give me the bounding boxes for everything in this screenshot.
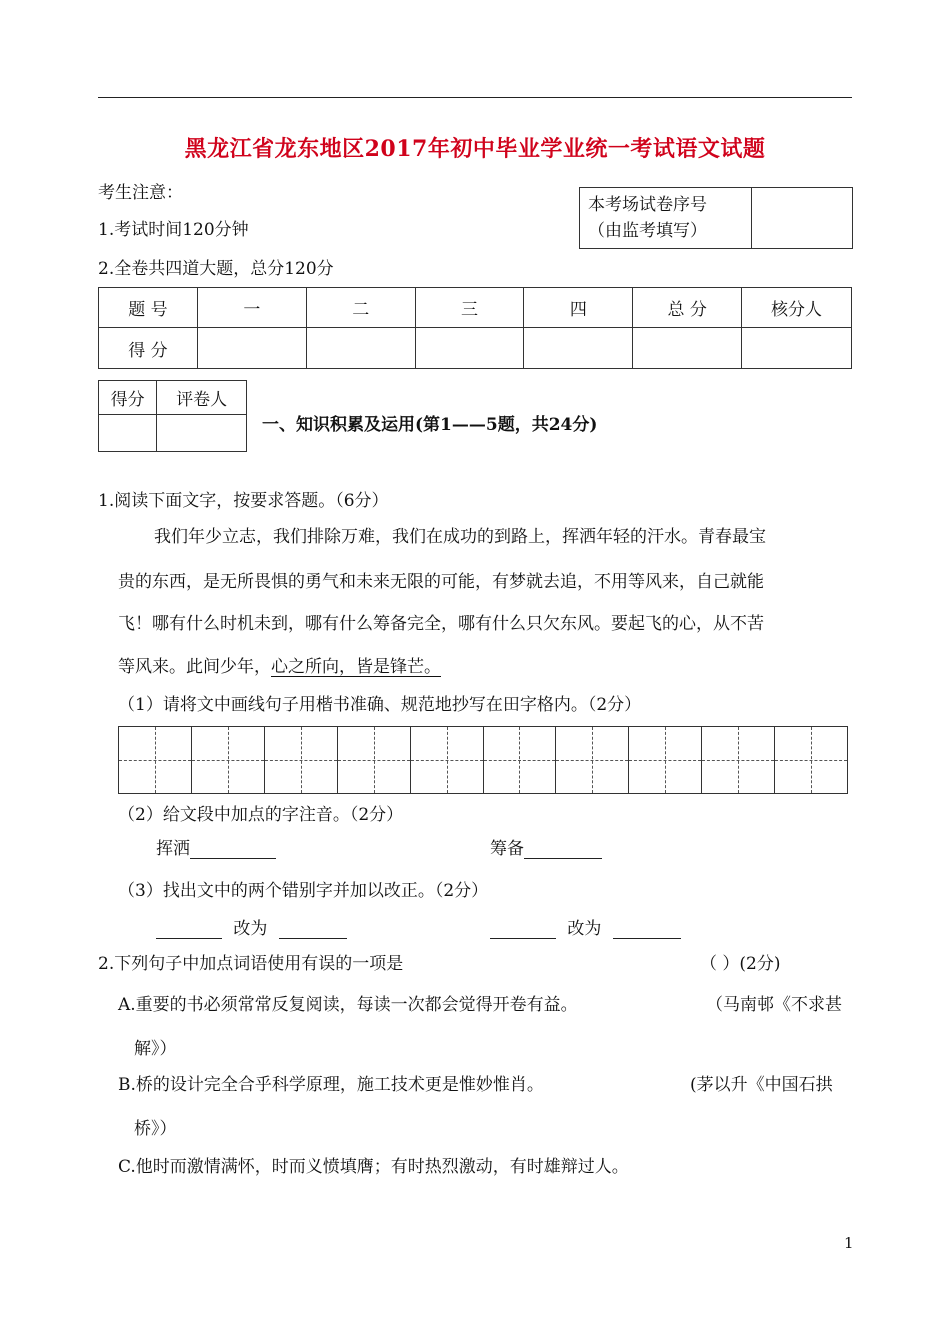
score-table-header: 总 分 [633,288,742,328]
q2-option-b: B.桥的设计完全合乎科学原理，施工技术更是惟妙惟肖。 [118,1075,544,1095]
seat-number-box [579,187,853,249]
wrong-char-blank-1[interactable] [156,920,222,939]
correction-row-2: 改为 [490,914,681,939]
q1-passage-line: 我们年少立志，我们排除万难，我们在成功的到路上，挥洒年轻的汗水。青春最宝 [154,527,766,547]
q1-passage-line: 贵的东西，是无所畏惧的勇气和未来无限的可能，有梦就去追，不用等风来，自己就能 [118,572,764,592]
pinyin-blank-1[interactable] [190,840,276,859]
score-cell[interactable] [742,328,852,369]
score-table [98,287,852,369]
q1-sub1: （1）请将文中画线句子用楷书准确、规范地抄写在田字格内。（2分） [118,695,642,715]
q1-underlined-sentence: 心之所向，皆是锋芒。 [271,657,441,677]
score-cell[interactable] [633,328,742,369]
tian-grid-cell[interactable] [411,727,484,793]
score-table-header: 四 [524,288,633,328]
tian-grid [118,726,848,794]
wrong-char-blank-2[interactable] [490,920,556,939]
tian-grid-cell[interactable] [556,727,629,793]
q2-option-c: C.他时而激情满怀，时而义愤填膺；有时热烈激动，有时雄辩过人。 [118,1157,629,1177]
score-table-header: 三 [415,288,524,328]
score-row-label: 得 分 [99,328,198,369]
score-cell[interactable] [524,328,633,369]
q1-sub3: （3）找出文中的两个错别字并加以改正。（2分） [118,881,489,901]
tian-grid-cell[interactable] [265,727,338,793]
score-table-header: 二 [306,288,415,328]
notice-heading: 考生注意： [98,183,183,203]
q1-passage-last-line: 等风来。此间少年，心之所向，皆是锋芒。 [118,657,441,677]
score-table-header: 一 [197,288,306,328]
notice-item-time: 1.考试时间120分钟 [98,220,249,240]
score-table-header: 题 号 [99,288,198,328]
grader-score-cell[interactable] [99,415,157,452]
q2-option-b-source-cont: 桥》） [134,1119,177,1139]
q1-stem: 1.阅读下面文字，按要求答题。（6分） [98,491,389,511]
correction-row-1: 改为 [156,914,347,939]
q2-stem: 2.下列句子中加点词语使用有误的一项是 [98,954,404,974]
q1-word1: 挥洒 [156,834,276,859]
grader-score-label: 得分 [99,381,157,415]
q2-answer-bracket[interactable]: （ ）(2分) [700,954,781,974]
tian-grid-cell[interactable] [484,727,557,793]
q2-option-a: A.重要的书必须常常反复阅读，每读一次都会觉得开卷有益。 [118,995,578,1015]
score-cell[interactable] [415,328,524,369]
tian-grid-cell[interactable] [629,727,702,793]
tian-grid-cell[interactable] [775,727,847,793]
notice-item-score: 2.全卷共四道大题，总分120分 [98,259,334,279]
correct-char-blank-1[interactable] [279,920,347,939]
exam-title: 黑龙江省龙东地区2017年初中毕业学业统一考试语文试题 [184,136,766,162]
seat-number-label: 本考场试卷序号 （由监考填写） [580,188,752,249]
score-table-header: 核分人 [742,288,852,328]
score-cell[interactable] [197,328,306,369]
tian-grid-cell[interactable] [119,727,192,793]
correct-char-blank-2[interactable] [613,920,681,939]
tian-grid-cell[interactable] [192,727,265,793]
q1-sub2: （2）给文段中加点的字注音。（2分） [118,805,404,825]
q1-word2: 筹备 [490,834,602,859]
grader-name-label: 评卷人 [157,381,247,415]
tian-grid-cell[interactable] [702,727,775,793]
pinyin-blank-2[interactable] [524,840,602,859]
grader-table [98,380,247,452]
q1-passage-line: 飞！哪有什么时机未到，哪有什么筹备完全，哪有什么只欠东风。要起飞的心，从不苦 [118,614,764,634]
q2-option-a-source: （马南邨《不求甚 [706,995,842,1015]
header-rule [98,97,852,98]
section1-title: 一、知识积累及运用(第1——5题，共24分) [262,415,598,435]
page-number: 1 [844,1234,854,1252]
q2-option-b-source: (茅以升《中国石拱 [690,1075,833,1095]
seat-number-field[interactable] [752,188,853,249]
score-cell[interactable] [306,328,415,369]
grader-name-cell[interactable] [157,415,247,452]
q2-option-a-source-cont: 解》） [134,1039,177,1059]
tian-grid-cell[interactable] [338,727,411,793]
